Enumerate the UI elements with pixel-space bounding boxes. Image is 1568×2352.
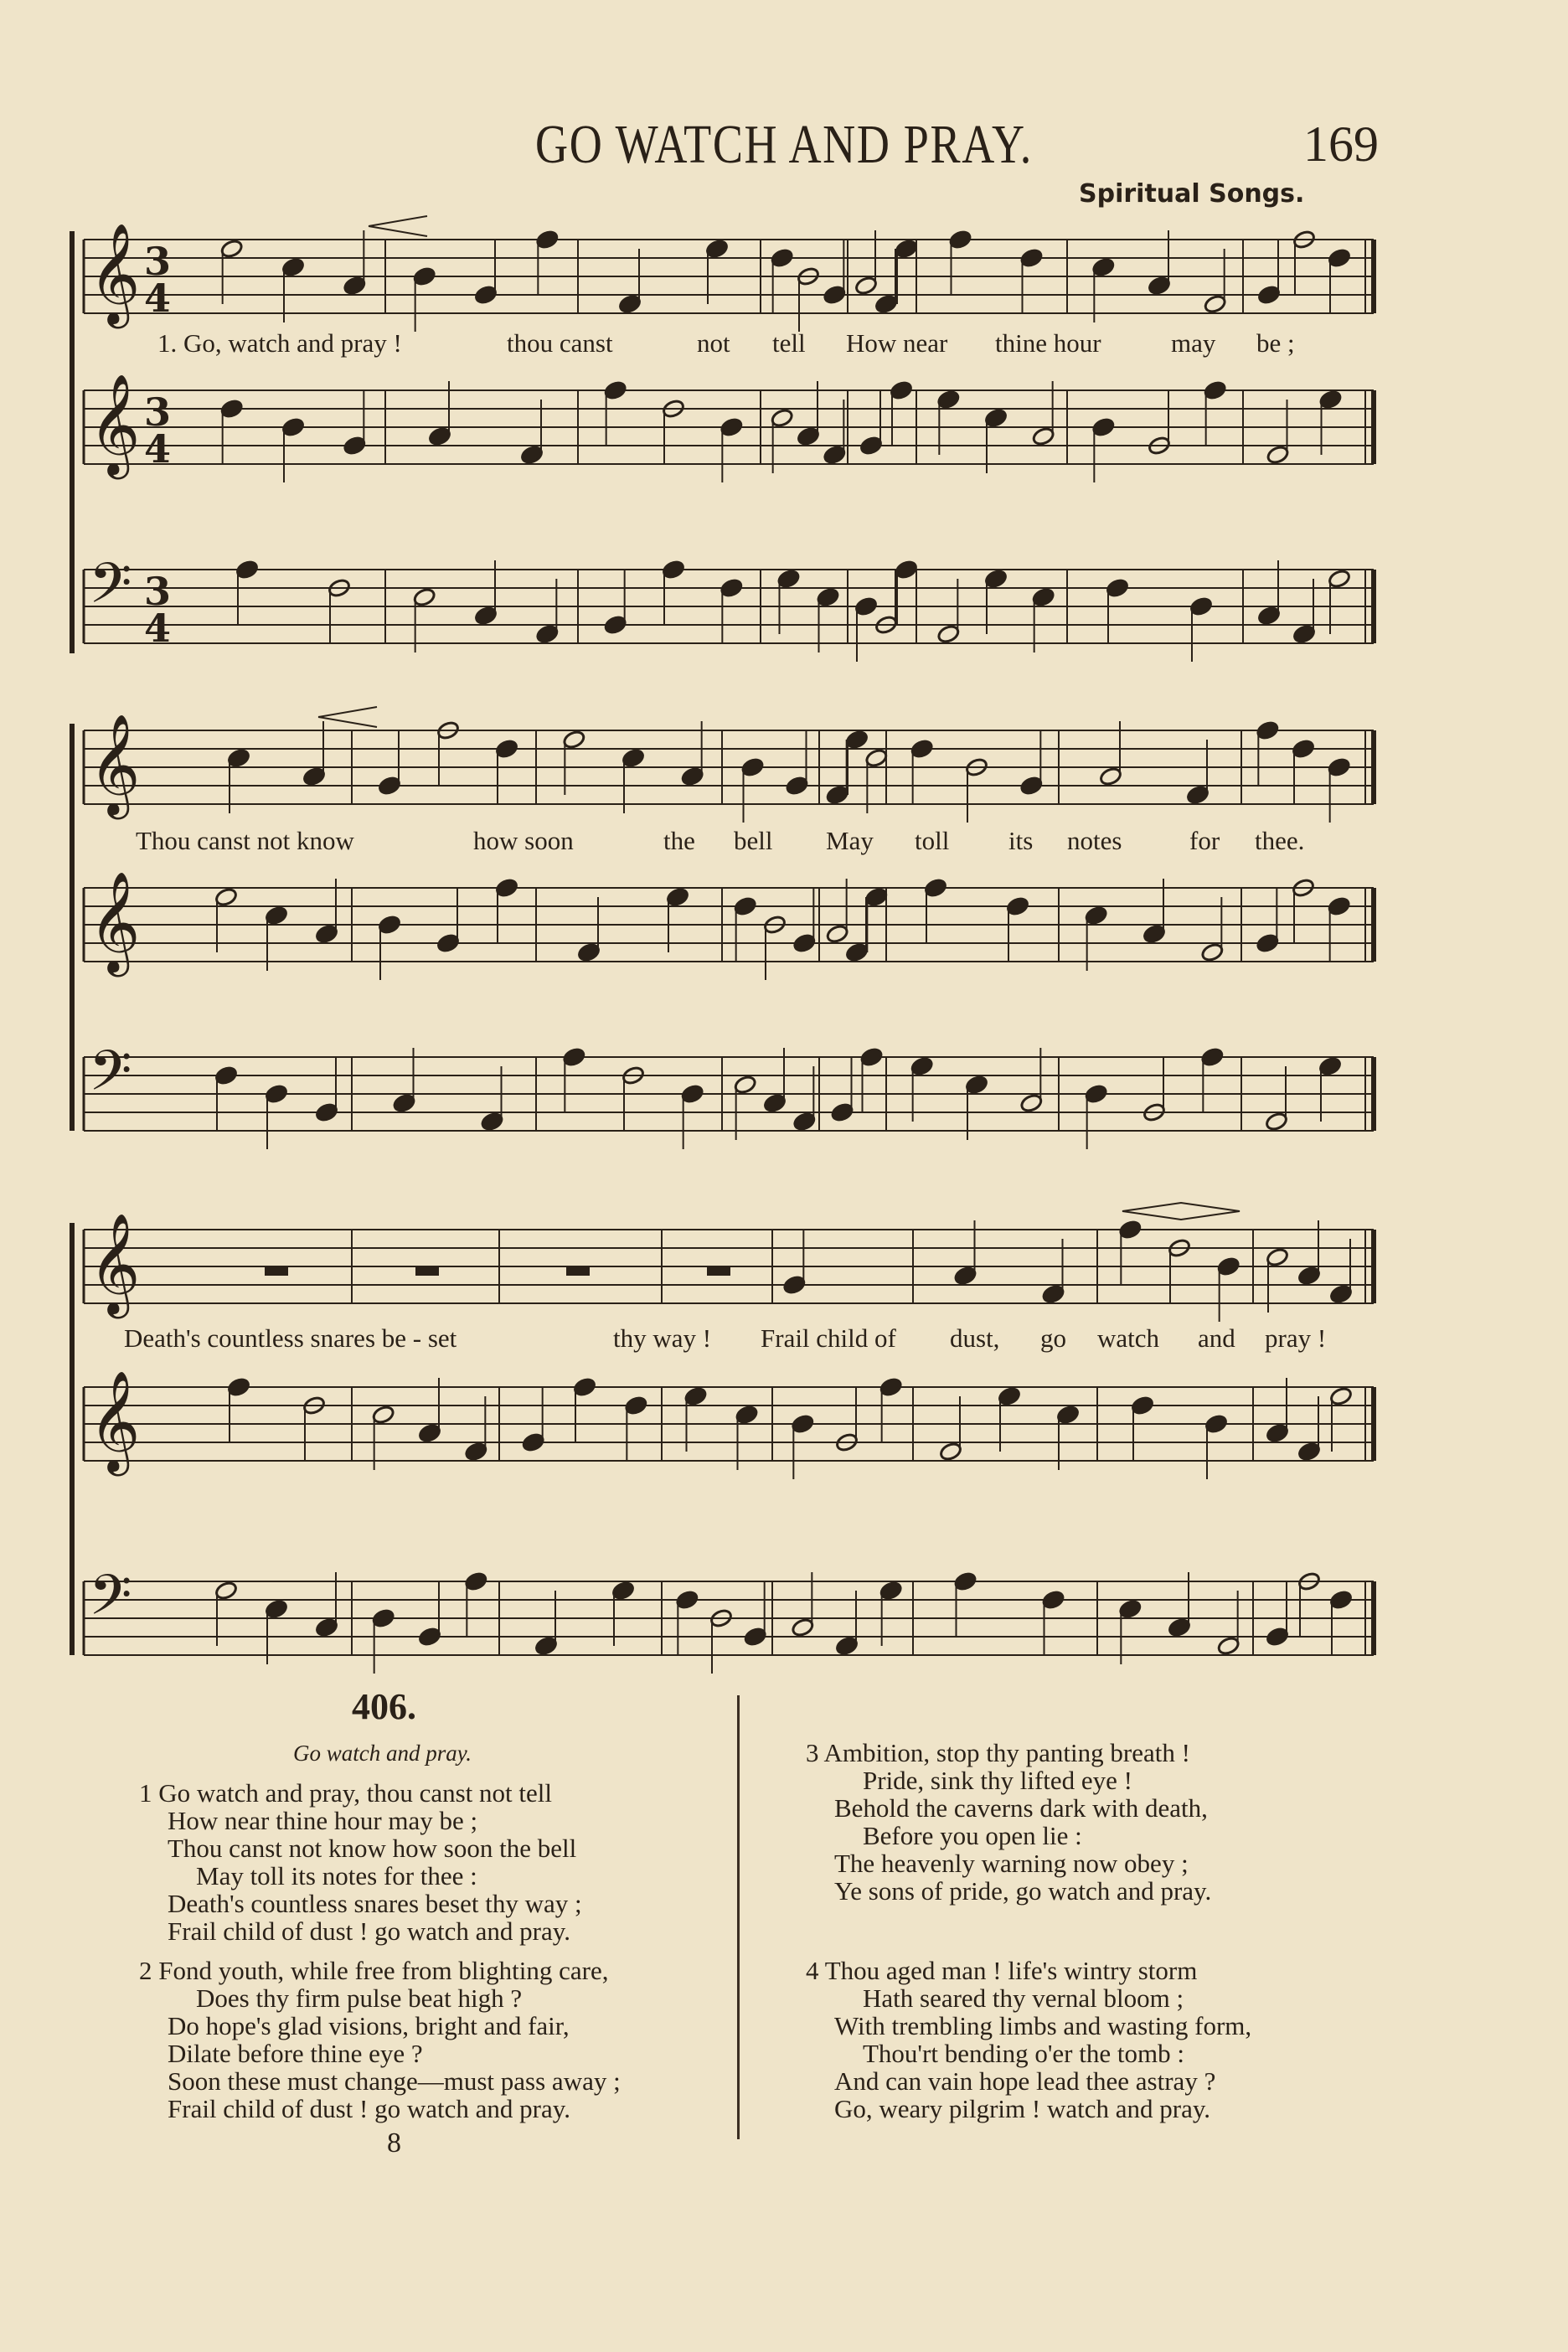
note-head: [825, 785, 849, 806]
note-head: [864, 748, 889, 769]
note-head: [1257, 285, 1282, 306]
treble-clef-icon: 𝄞: [89, 1212, 141, 1314]
note-head: [792, 933, 817, 954]
note-head: [315, 924, 339, 945]
lyric-1-1: 1. Go, watch and pray !: [157, 328, 402, 358]
note-head: [1189, 596, 1214, 617]
crescendo-hairpin: [369, 216, 427, 236]
note-head: [939, 1442, 963, 1462]
note-head: [611, 1581, 636, 1602]
note-head: [879, 1377, 903, 1398]
time-signature-bottom: 4: [144, 276, 172, 321]
note-head: [219, 239, 244, 260]
stanza-line: Behold the caverns dark with death,: [834, 1793, 1208, 1823]
treble-clef-icon: 𝄞: [89, 373, 141, 475]
stanza-line: Thou'rt bending o'er the tomb :: [863, 2039, 1184, 2068]
note-head: [1318, 389, 1343, 410]
note-head: [1041, 1590, 1065, 1611]
note-head: [281, 417, 306, 438]
note-head: [214, 1065, 239, 1086]
stanza-line: Frail child of dust ! go watch and pray.: [168, 2094, 570, 2123]
note-head: [1329, 1386, 1354, 1407]
note-head: [1216, 1256, 1240, 1277]
note-head: [825, 924, 849, 945]
note-head: [890, 380, 914, 401]
note-head: [1318, 1056, 1343, 1077]
lyric-2-3: the: [663, 826, 695, 855]
note-head: [1041, 1284, 1065, 1305]
note-head: [1200, 1047, 1225, 1068]
note-head: [984, 408, 1008, 429]
page-title: GO WATCH AND PRAY.: [535, 114, 1033, 175]
note-head: [953, 1266, 977, 1287]
note-head: [1203, 380, 1227, 401]
note-head: [895, 239, 919, 260]
treble-clef-icon: 𝄞: [89, 1369, 141, 1472]
hymn-meter: Go watch and pray.: [293, 1741, 472, 1766]
note-head: [1019, 248, 1044, 269]
bass-clef-icon: 𝄢: [89, 1563, 132, 1641]
note-head: [535, 624, 560, 645]
stanza-line: Do hope's glad visions, bright and fair,: [168, 2011, 570, 2040]
note-head: [1327, 896, 1351, 917]
note-head: [480, 1112, 504, 1132]
lyric-1-2: thou canst: [507, 328, 613, 358]
note-head: [845, 942, 869, 963]
lyric-2-7: its: [1008, 826, 1034, 855]
note-head: [680, 1084, 704, 1105]
note-head: [879, 1581, 903, 1602]
lyric-2-6: toll: [915, 826, 950, 855]
note-head: [603, 380, 627, 401]
stanza-2: [139, 1957, 621, 2122]
note-head: [1257, 606, 1282, 627]
note-head: [910, 739, 934, 760]
note-head: [1131, 1395, 1155, 1416]
note-head: [792, 1112, 817, 1132]
note-head: [436, 933, 461, 954]
note-head: [378, 915, 402, 936]
note-head: [474, 606, 498, 627]
note-head: [854, 276, 879, 297]
note-head: [1297, 1442, 1322, 1462]
lyric-3-8: pray !: [1265, 1323, 1327, 1353]
note-head: [1168, 1617, 1192, 1638]
note-head: [720, 417, 744, 438]
column-divider: [737, 1695, 740, 2139]
note-head: [495, 739, 519, 760]
note-head: [412, 587, 436, 608]
stanza-line: How near thine hour may be ;: [168, 1806, 478, 1835]
lyric-1-5: How near: [846, 328, 948, 358]
note-head: [782, 1275, 807, 1296]
note-head: [1099, 766, 1123, 787]
note-head: [1266, 1247, 1290, 1268]
note-head: [227, 1377, 251, 1398]
stanza-line: Go, weary pilgrim ! watch and pray.: [834, 2094, 1211, 2123]
stanza-4: [806, 1957, 1251, 2122]
lyric-3-1: Death's countless snares be - set: [124, 1323, 457, 1353]
note-head: [743, 1627, 767, 1648]
note-head: [1118, 1599, 1142, 1620]
stanza-3: [806, 1739, 1211, 1905]
note-head: [662, 560, 686, 580]
lyric-3-2: thy way !: [613, 1323, 712, 1353]
note-head: [845, 730, 869, 750]
note-head: [1327, 757, 1351, 778]
note-head: [1292, 624, 1317, 645]
note-head: [265, 905, 289, 926]
note-head: [577, 942, 601, 963]
note-head: [214, 1581, 239, 1602]
stanza-line: Ye sons of pride, go watch and pray.: [834, 1876, 1212, 1906]
note-head: [562, 730, 586, 750]
note-head: [315, 1617, 339, 1638]
note-head: [1118, 1220, 1142, 1240]
lyric-2-1: Thou canst not know: [136, 826, 354, 855]
note-head: [371, 1405, 395, 1426]
note-head: [874, 294, 899, 315]
time-signature-top: 3: [144, 239, 172, 284]
note-head: [464, 1571, 488, 1592]
note-head: [214, 887, 239, 908]
stanza-line: Soon these must change—must pass away ;: [168, 2066, 621, 2096]
note-head: [835, 1636, 859, 1657]
note-head: [265, 1084, 289, 1105]
stanza-line: 1 Go watch and pray, thou canst not tell: [139, 1778, 553, 1808]
note-head: [791, 1414, 815, 1435]
note-head: [1265, 1112, 1289, 1132]
note-head: [562, 1047, 586, 1068]
note-head: [1329, 1590, 1354, 1611]
note-head: [1056, 1405, 1081, 1426]
stanza-line: With trembling limbs and wasting form,: [834, 2011, 1252, 2040]
note-head: [1186, 785, 1210, 806]
note-head: [705, 239, 730, 260]
stanza-line: 3 Ambition, stop thy panting breath !: [806, 1738, 1190, 1767]
lyric-3-5: go: [1040, 1323, 1066, 1353]
note-head: [936, 624, 961, 645]
lyric-3-7: and: [1198, 1323, 1235, 1353]
lyric-2-8: notes: [1067, 826, 1122, 855]
lyric-3-3: Frail child of: [761, 1323, 896, 1353]
note-head: [1266, 1423, 1290, 1444]
note-head: [1204, 1414, 1229, 1435]
note-head: [235, 560, 260, 580]
note-head: [816, 587, 840, 608]
note-head: [1203, 294, 1227, 315]
stanza-line: 4 Thou aged man ! life's wintry storm: [806, 1956, 1198, 1985]
note-head: [622, 748, 646, 769]
note-head: [1200, 942, 1225, 963]
note-head: [770, 248, 794, 269]
note-head: [924, 878, 948, 899]
whole-rest-icon: [566, 1266, 590, 1276]
lyric-1-7: may: [1171, 328, 1216, 358]
note-head: [1297, 1266, 1322, 1287]
stanza-line: Does thy firm pulse beat high ?: [196, 1983, 523, 2013]
treble-clef-icon: 𝄞: [89, 870, 141, 972]
note-head: [1256, 933, 1280, 954]
time-signature-top: 3: [144, 569, 172, 614]
note-head: [823, 445, 847, 466]
note-head: [428, 426, 452, 447]
note-head: [770, 408, 794, 429]
note-head: [791, 1617, 815, 1638]
lyric-2-4: bell: [734, 826, 773, 855]
stanza-line: Dilate before thine eye ?: [168, 2039, 423, 2068]
note-head: [683, 1386, 708, 1407]
note-head: [1328, 569, 1352, 590]
note-head: [302, 766, 327, 787]
stanza-line: The heavenly warning now obey ;: [834, 1849, 1189, 1878]
stanza-line: 2 Fond youth, while free from blighting care,: [139, 1956, 609, 1985]
section-subtitle: Spiritual Songs.: [1079, 179, 1305, 209]
note-head: [1329, 1284, 1354, 1305]
bass-clef-icon: 𝄢: [89, 1039, 132, 1117]
stanza-1: [139, 1779, 582, 1945]
note-head: [343, 436, 367, 456]
note-head: [859, 1047, 884, 1068]
note-head: [936, 389, 961, 410]
note-head: [534, 1636, 559, 1657]
note-head: [984, 569, 1008, 590]
note-head: [1031, 587, 1055, 608]
stanza-line: Frail child of dust ! go watch and pray.: [168, 1916, 570, 1946]
note-head: [1216, 1636, 1240, 1657]
lyric-1-8: be ;: [1256, 328, 1295, 358]
signature-mark: 8: [387, 2128, 401, 2159]
note-head: [265, 1599, 289, 1620]
note-head: [830, 1102, 854, 1123]
time-signature-bottom: 4: [144, 606, 172, 651]
note-head: [965, 1075, 989, 1096]
note-head: [864, 887, 889, 908]
note-head: [720, 578, 744, 599]
note-head: [776, 569, 801, 590]
note-head: [1148, 276, 1172, 297]
note-head: [895, 560, 919, 580]
lyric-1-3: not: [697, 328, 730, 358]
treble-clef-icon: 𝄞: [89, 222, 141, 324]
note-head: [733, 1075, 757, 1096]
lyric-3-4: dust,: [950, 1323, 1000, 1353]
note-head: [1091, 257, 1116, 278]
stanza-line: Before you open lie :: [863, 1821, 1082, 1850]
note-head: [219, 399, 244, 420]
note-head: [823, 285, 847, 306]
note-head: [1091, 417, 1116, 438]
note-head: [859, 436, 884, 456]
time-signature-top: 3: [144, 389, 172, 435]
stanza-line: Thou canst not know how soon the bell: [168, 1834, 577, 1863]
bass-clef-icon: 𝄢: [89, 551, 132, 629]
stanza-line: And can vain hope lead thee astray ?: [834, 2066, 1216, 2096]
lyric-3-6: watch: [1097, 1323, 1160, 1353]
note-head: [521, 1432, 545, 1453]
time-signature-bottom: 4: [144, 426, 172, 472]
stanza-line: Hath seared thy vernal bloom ;: [863, 1983, 1184, 2013]
whole-rest-icon: [707, 1266, 730, 1276]
note-head: [854, 596, 879, 617]
note-head: [603, 615, 627, 636]
note-head: [315, 1102, 339, 1123]
note-head: [1292, 739, 1316, 760]
hymn-number: 406.: [352, 1686, 416, 1727]
note-head: [910, 1056, 934, 1077]
lyric-2-5: May: [826, 826, 874, 855]
note-head: [412, 266, 436, 287]
note-head: [740, 757, 765, 778]
note-head: [998, 1386, 1022, 1407]
lyric-1-6: thine hour: [995, 328, 1101, 358]
note-head: [680, 766, 704, 787]
note-head: [1084, 1084, 1108, 1105]
note-head: [797, 426, 821, 447]
page-number: 169: [1303, 116, 1379, 172]
note-head: [371, 1608, 395, 1629]
note-head: [763, 1093, 787, 1114]
lyric-2-9: for: [1189, 826, 1220, 855]
note-head: [1006, 896, 1030, 917]
whole-rest-icon: [415, 1266, 439, 1276]
note-head: [618, 294, 642, 315]
note-head: [281, 257, 306, 278]
note-head: [392, 1093, 416, 1114]
swell-hairpin: [1122, 1203, 1240, 1220]
note-head: [418, 1423, 442, 1444]
note-head: [464, 1442, 488, 1462]
note-head: [953, 1571, 977, 1592]
note-head: [624, 1395, 648, 1416]
note-head: [1266, 445, 1290, 466]
note-head: [343, 276, 367, 297]
note-head: [227, 748, 251, 769]
lyric-1-4: tell: [772, 328, 806, 358]
note-head: [1106, 578, 1130, 599]
note-head: [1084, 905, 1108, 926]
stanza-line: Death's countless snares beset thy way ;: [168, 1889, 582, 1918]
note-head: [1019, 776, 1044, 797]
note-head: [495, 878, 519, 899]
note-head: [418, 1627, 442, 1648]
treble-clef-icon: 𝄞: [89, 713, 141, 815]
note-head: [573, 1377, 597, 1398]
note-head: [474, 285, 498, 306]
note-head: [948, 230, 972, 250]
note-head: [520, 445, 544, 466]
stanza-line: May toll its notes for thee :: [196, 1861, 477, 1890]
note-head: [1328, 248, 1352, 269]
whole-rest-icon: [265, 1266, 288, 1276]
note-head: [666, 887, 690, 908]
note-head: [1266, 1627, 1290, 1648]
crescendo-hairpin: [318, 707, 377, 727]
lyric-2-2: how soon: [473, 826, 574, 855]
note-head: [733, 896, 757, 917]
note-head: [785, 776, 809, 797]
note-head: [1031, 426, 1055, 447]
note-head: [378, 776, 402, 797]
lyric-2-10: thee.: [1255, 826, 1305, 855]
note-head: [1019, 1093, 1044, 1114]
note-head: [535, 230, 560, 250]
stanza-line: Pride, sink thy lifted eye !: [863, 1766, 1132, 1795]
note-head: [1142, 924, 1167, 945]
note-head: [735, 1405, 759, 1426]
note-head: [1256, 720, 1280, 741]
note-head: [675, 1590, 699, 1611]
